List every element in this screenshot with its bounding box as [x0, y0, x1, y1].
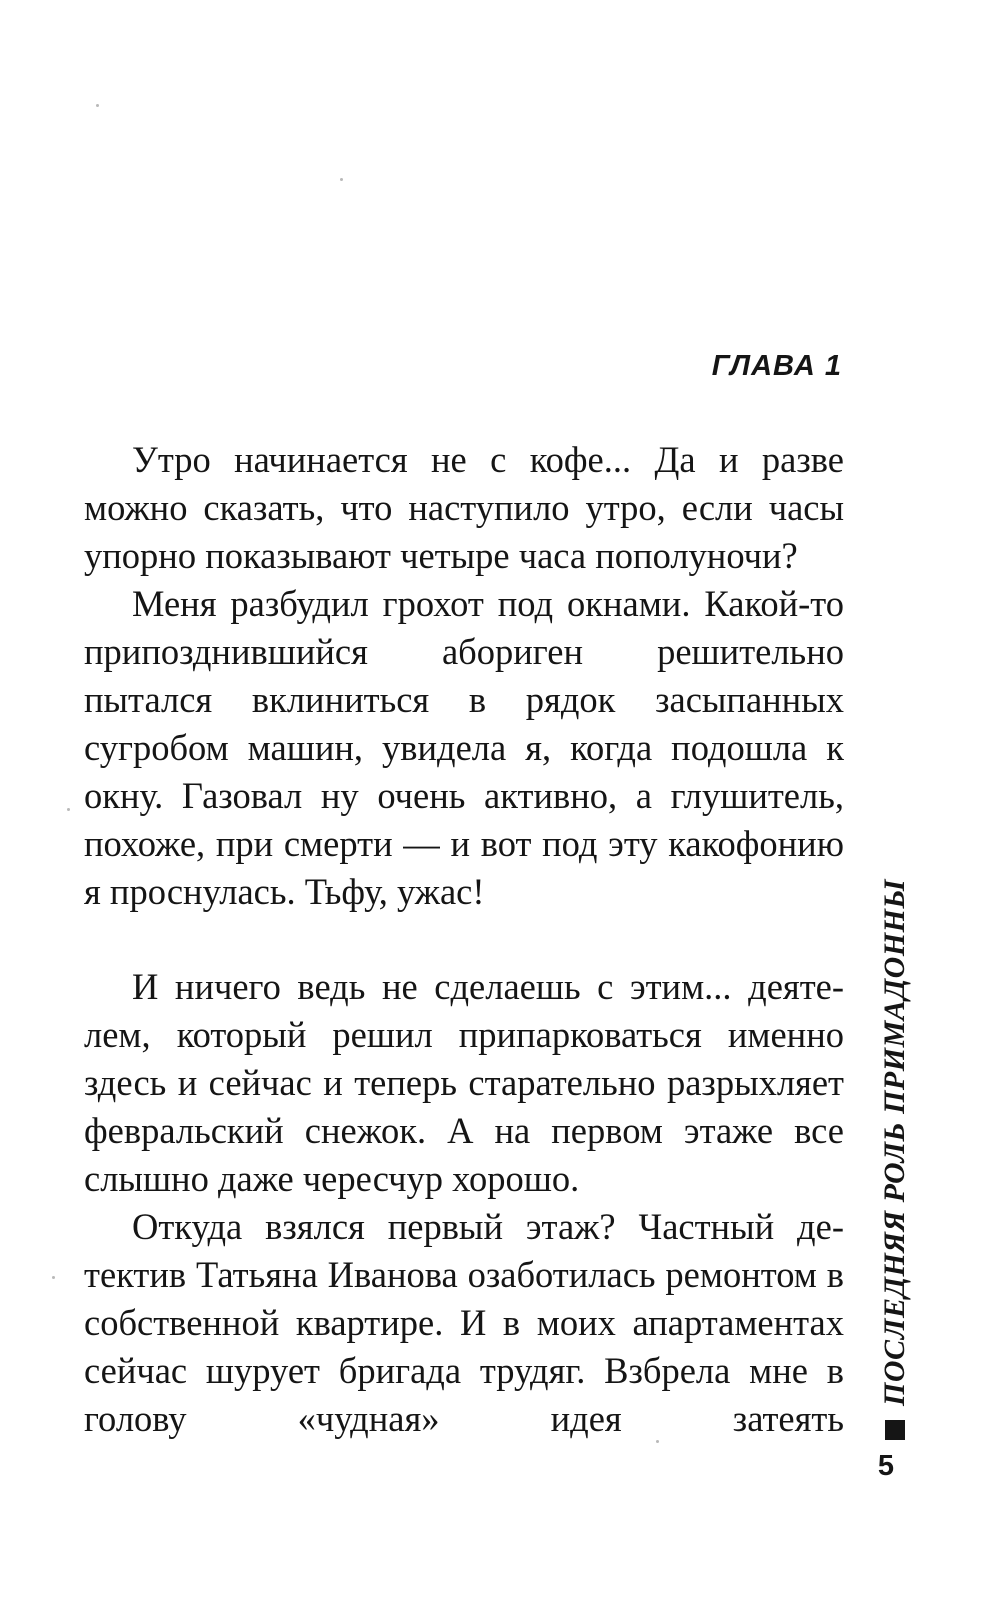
running-title — [878, 879, 912, 1440]
paper-speck — [67, 808, 70, 811]
paragraph: Утро начинается не с кофе... Да и разве можно сказать, что наступило утро, если часы упорно показывают четыре часа пополуночи? — [84, 439, 844, 576]
paper-speck — [96, 104, 99, 107]
running-title-text: ПОСЛЕДНЯЯ РОЛЬ ПРИМАДОННЫ — [878, 878, 911, 1406]
paragraph: И ничего ведь не сделаешь с этим... деятелем, который решил припарковаться именно здесь и сейчас и теперь старательно разрыхляет февральский снежок. А на первом этаже все слышно даже чересчур хорошо. — [84, 966, 844, 1199]
chapter-title: ГЛАВА 1 — [711, 350, 842, 382]
paper-speck — [52, 1276, 55, 1279]
paper-speck — [340, 178, 343, 181]
body-text — [84, 436, 844, 1443]
paragraph: Меня разбудил грохот под окнами. Какой-то припозднившийся абориген решительно пытался вклиниться в рядок засыпанных сугробом машин, увидела я, когда подошла к окну. Газовал ну очень активно, а глушитель, похоже, при смерти — и вот под эту какофонию я проснулась. Тьфу, ужас! — [84, 583, 844, 912]
paragraph: Откуда взялся первый этаж? Частный детектив Татьяна Иванова озаботилась ремонтом в собственной квартире. И в моих апартаментах сейчас шурует бригада трудяг. Взбрела мне в голову «чудная» идея затеять — [84, 1206, 844, 1439]
square-bullet-icon — [885, 1420, 905, 1440]
page-number: 5 — [877, 1450, 895, 1482]
